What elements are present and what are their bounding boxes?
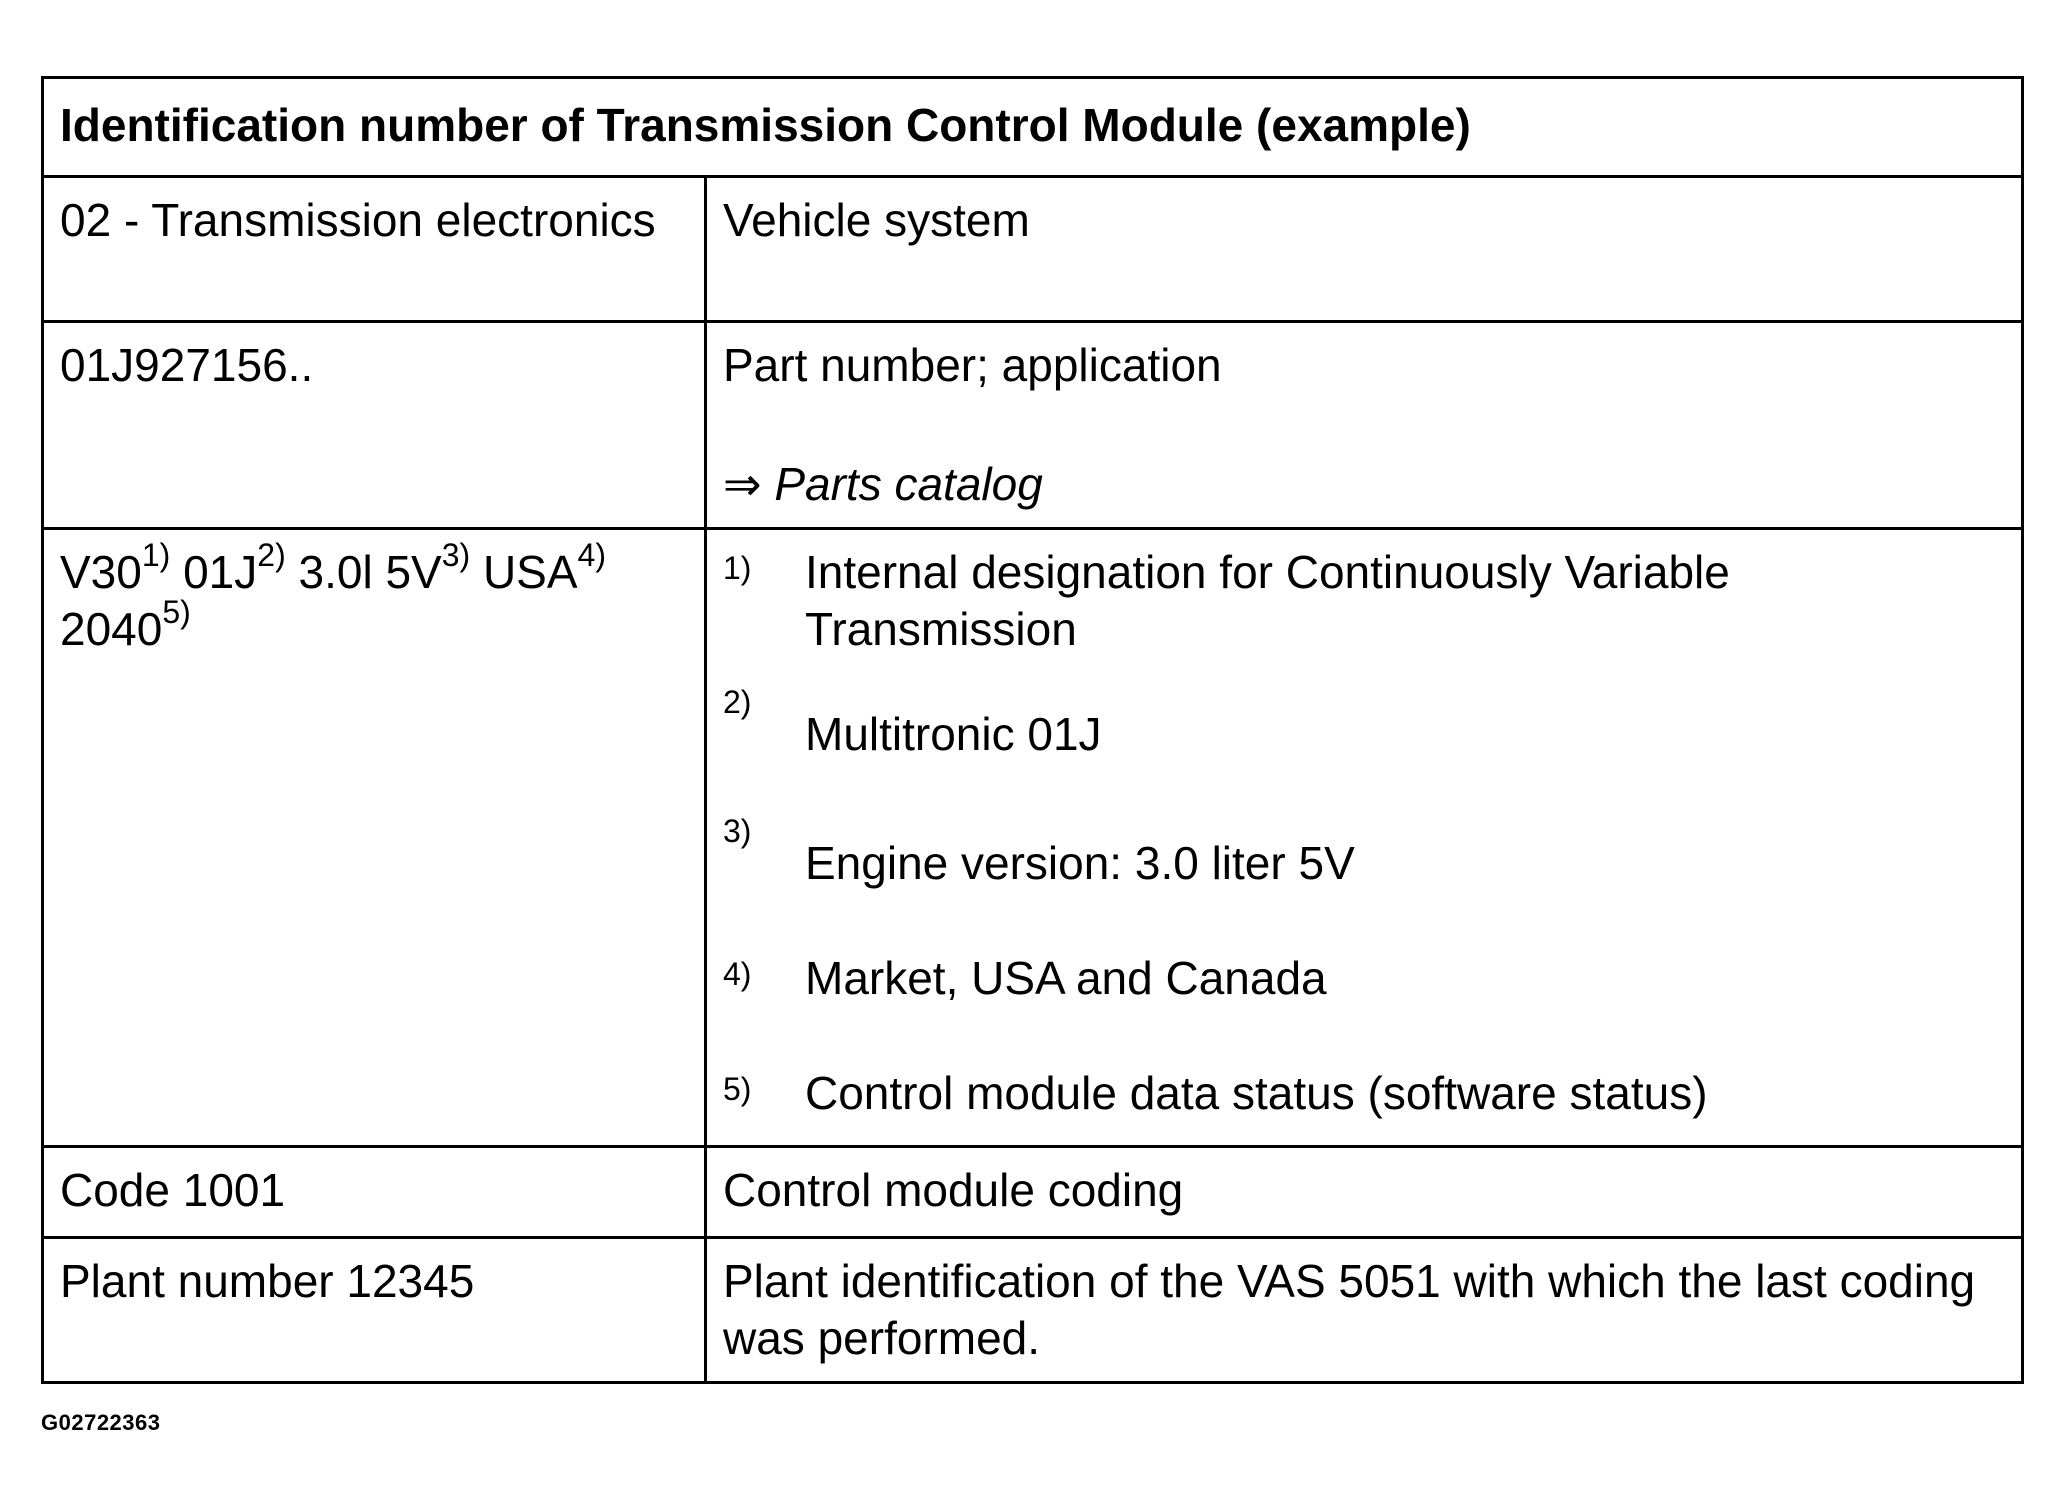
table-row — [43, 529, 2023, 1147]
cell-plant-label: Plant identification of the VAS 5051 with which the last coding was performed. — [706, 1238, 2023, 1383]
footnote-ref: 4) — [577, 536, 606, 573]
footnote-text: Multitronic 01J — [805, 708, 1102, 760]
footnote-ref: 5) — [162, 593, 191, 630]
footnote-text: Internal designation for Continuously Variable Transmission — [805, 546, 1730, 655]
ident-part: 3.0l 5V — [285, 546, 442, 598]
cell-footnotes — [706, 529, 2023, 1147]
footnote-marker: 1) — [723, 550, 752, 586]
table-row — [43, 322, 2023, 529]
footnote-text: Engine version: 3.0 liter 5V — [805, 837, 1355, 889]
footnote-ref: 1) — [141, 536, 171, 573]
ident-part: 01J — [170, 546, 258, 598]
cell-plant-value: Plant number 12345 — [43, 1238, 706, 1383]
footnote-item — [723, 807, 2005, 892]
footnote-marker: 5) — [723, 1071, 752, 1107]
footnote-ref: 3) — [441, 536, 471, 573]
cell-code-value: Code 1001 — [43, 1147, 706, 1238]
cell-identification-value — [43, 529, 706, 1147]
figure-id: G02722363 — [41, 1410, 161, 1435]
table-header-row — [43, 78, 2023, 177]
footnote-text: Market, USA and Canada — [805, 952, 1327, 1004]
footnote-item — [723, 950, 2005, 1007]
table-row — [43, 1238, 2023, 1383]
footnote-item — [723, 1065, 2005, 1122]
identification-table — [41, 76, 2024, 1384]
table-row — [43, 1147, 2023, 1238]
ident-part: 2040 — [60, 603, 163, 655]
table-row — [43, 177, 2023, 322]
footnote-ref: 2) — [257, 536, 286, 573]
cell-part-number-value: 01J927156.. — [43, 322, 706, 529]
table-title: Identification number of Transmission Control Module (example) — [43, 78, 2023, 177]
footnote-list — [723, 544, 2005, 1122]
footnote-text: Control module data status (software status) — [805, 1067, 1708, 1119]
parts-catalog-link[interactable]: Parts catalog — [774, 458, 1043, 510]
ident-part: V30 — [60, 546, 142, 598]
footnote-item — [723, 544, 2005, 658]
cell-code-label: Control module coding — [706, 1147, 2023, 1238]
part-number-description: Part number; application — [723, 339, 1222, 391]
ident-part: USA — [470, 546, 578, 598]
cell-part-number-label — [706, 322, 2023, 529]
footnote-marker: 2) — [723, 684, 752, 720]
footnote-marker: 3) — [723, 813, 752, 849]
cell-vehicle-system-value: 02 - Transmission electronics — [43, 177, 706, 322]
footnote-marker: 4) — [723, 956, 752, 992]
footnote-item — [723, 678, 2005, 763]
cell-vehicle-system-label: Vehicle system — [706, 177, 2023, 322]
arrow-right-icon: ⇒ — [723, 458, 762, 510]
